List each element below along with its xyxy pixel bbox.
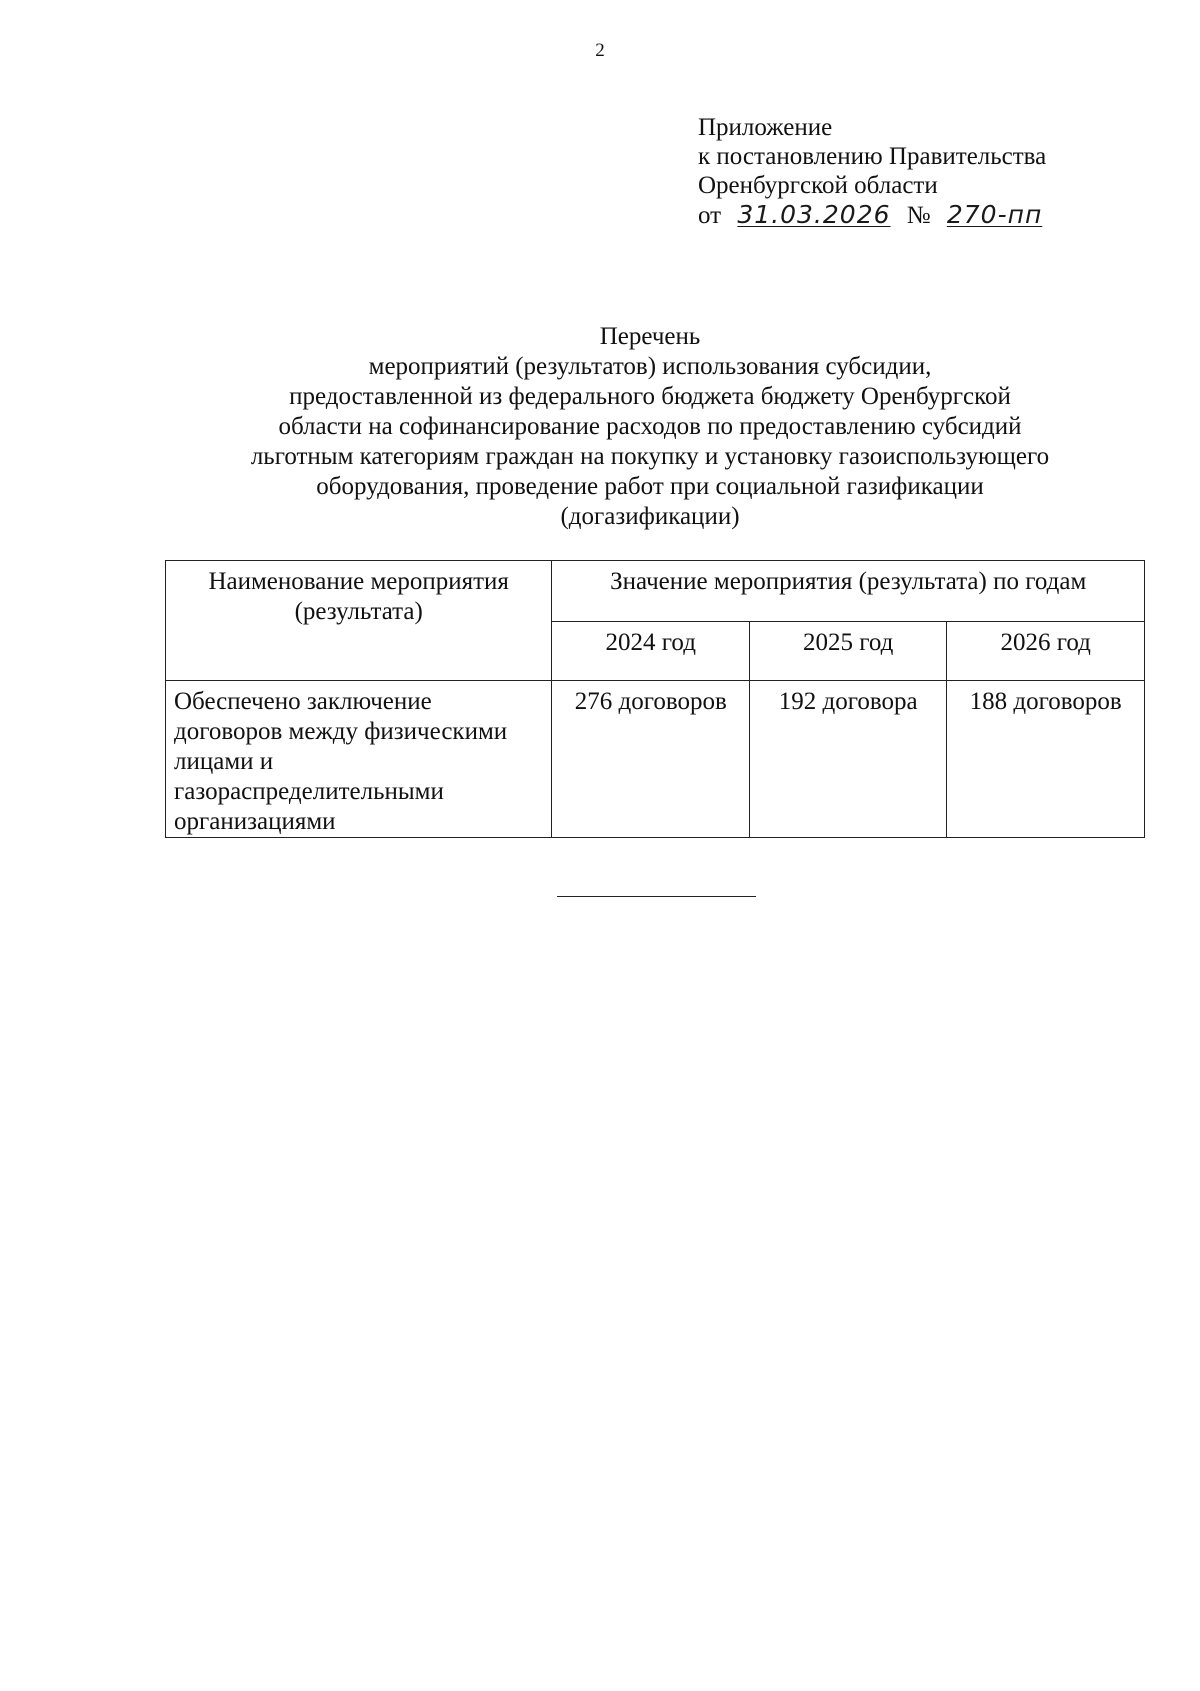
title-heading: Перечень (599, 323, 701, 350)
table-header-row (166, 561, 1145, 622)
header-year-2024: 2024 год (552, 622, 750, 681)
appendix-line-region: Оренбургской области (698, 172, 938, 199)
appendix-title: Приложение (698, 114, 833, 141)
header-values-cell: Значение мероприятия (результата) по годам (552, 561, 1145, 622)
title-line: области на софинансирование расходов по предоставлению субсидий (278, 413, 1022, 440)
handwritten-date: 31.03.2026 (737, 200, 891, 229)
header-year-2026: 2026 год (947, 622, 1145, 681)
number-sign: № (906, 202, 931, 229)
page-number: 2 (595, 40, 605, 61)
title-line: (догазификации) (560, 503, 740, 530)
header-year-2025: 2025 год (750, 622, 947, 681)
title-line: льготным категориям граждан на покупку и установку газоиспользующего (250, 443, 1050, 470)
value-2024-cell: 276 договоров (552, 681, 750, 838)
handwritten-number: 270-пп (946, 200, 1043, 229)
date-prefix: от (698, 202, 722, 229)
measures-table (165, 560, 1145, 838)
appendix-block (698, 113, 1046, 230)
table-row (166, 681, 1145, 838)
title-line: оборудования, проведение работ при социальной газификации (316, 473, 984, 500)
measure-name-cell: Обеспечено заключение договоров между физическими лицами и газораспределительными организациями (166, 681, 552, 838)
document-title (150, 322, 1150, 532)
title-line: мероприятий (результатов) использования субсидии, (368, 353, 932, 380)
header-name-cell: Наименование мероприятия (результата) (166, 561, 552, 681)
end-separator-line (557, 896, 756, 897)
appendix-date-line (698, 200, 1046, 230)
appendix-line-resolution: к постановлению Правительства (698, 143, 1047, 170)
value-2025-cell: 192 договора (750, 681, 947, 838)
value-2026-cell: 188 договоров (947, 681, 1145, 838)
title-line: предоставленной из федерального бюджета бюджету Оренбургской (289, 383, 1011, 410)
